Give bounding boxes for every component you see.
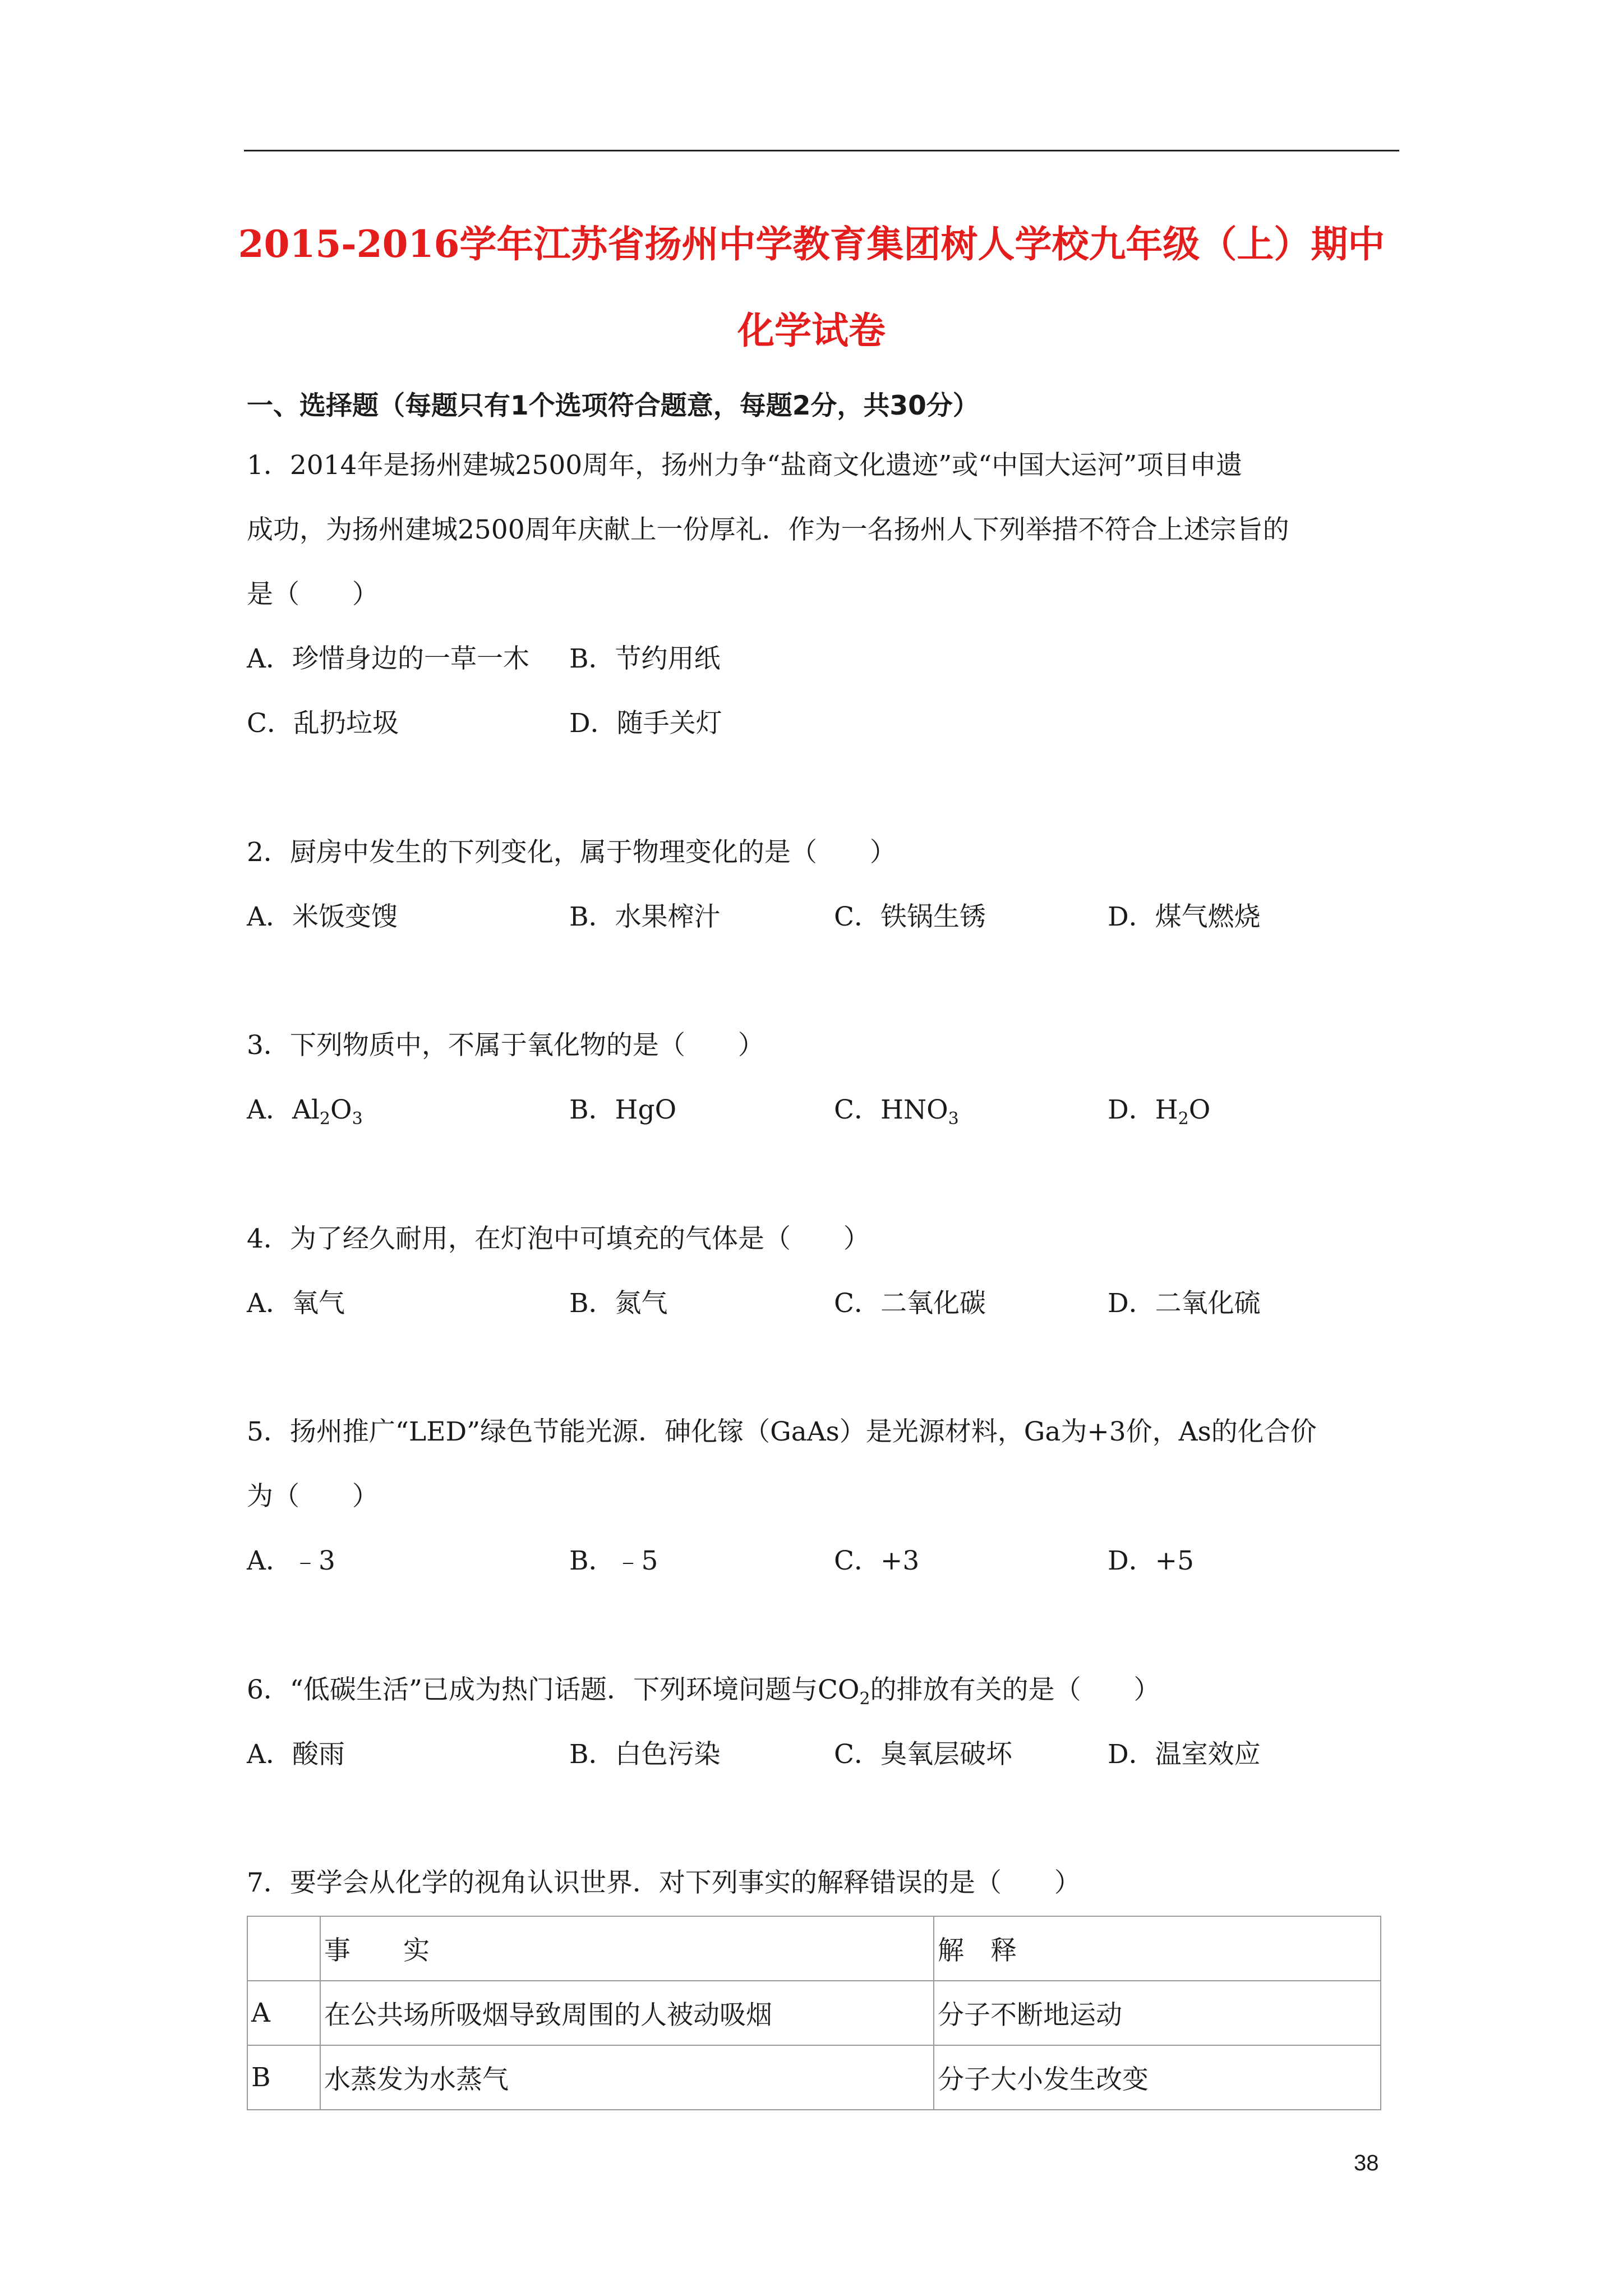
table-cell-explanation: 分子不断地运动 [934, 1981, 1381, 2045]
table-cell-fact: 在公共场所吸烟导致周围的人被动吸烟 [320, 1981, 934, 2045]
q3-option-d-text: D．H [1108, 1094, 1178, 1125]
q7-stem: 7．要学会从化学的视角认识世界．对下列事实的解释错误的是（ ） [247, 1867, 1081, 1898]
q1-option-d: D．随手关灯 [569, 708, 722, 739]
q5-line2: 为（ ） [247, 1481, 379, 1512]
q2-option-b: B．水果榨汁 [569, 901, 721, 932]
q3-option-a-o: O [330, 1094, 352, 1125]
q1-option-c: C．乱扔垃圾 [247, 708, 399, 739]
exam-title-line2: 化学试卷 [737, 309, 886, 352]
q6-stem-part1: 6．“低碳生活”已成为热门话题．下列环境问题与CO [247, 1674, 860, 1705]
q3-option-c-sub: 3 [948, 1109, 959, 1129]
q3-option-d-o: O [1188, 1094, 1211, 1125]
q3-option-c-text: C．HNO [834, 1094, 948, 1125]
q5-option-b: B．﹣5 [569, 1545, 658, 1576]
table-header-row [247, 1916, 1381, 1981]
table-cell-option: B [247, 2045, 320, 2110]
q6-option-c: C．臭氧层破坏 [834, 1739, 1012, 1770]
q3-option-c [834, 1089, 959, 1129]
q3-stem: 3．下列物质中，不属于氧化物的是（ ） [247, 1030, 764, 1061]
q1-option-a: A．珍惜身边的一草一木 [247, 643, 529, 674]
table-cell-explanation: 分子大小发生改变 [934, 2045, 1381, 2110]
q6-option-b: B．白色污染 [569, 1739, 721, 1770]
q3-option-a-text: A．Al [247, 1094, 320, 1125]
q4-option-d: D．二氧化硫 [1108, 1288, 1261, 1319]
q3-option-a-sub2: 3 [352, 1109, 363, 1129]
table-cell-fact: 水蒸发为水蒸气 [320, 2045, 934, 2110]
q2-option-a: A．米饭变馊 [247, 901, 398, 932]
exam-title-line1: 2015-2016学年江苏省扬州中学教育集团树人学校九年级（上）期中 [238, 222, 1385, 266]
q5-option-d: D．+5 [1108, 1545, 1194, 1576]
q3-option-b: B．HgO [569, 1094, 677, 1125]
table-header-fact: 事 实 [320, 1916, 934, 1981]
q4-option-c: C．二氧化碳 [834, 1288, 986, 1319]
page-number: 38 [1354, 2151, 1379, 2175]
q2-option-c: C．铁锅生锈 [834, 901, 986, 932]
q4-option-b: B．氮气 [569, 1288, 668, 1319]
q3-option-d-sub: 2 [1178, 1109, 1189, 1129]
q6-stem [247, 1669, 1160, 1709]
header-rule [244, 150, 1399, 151]
table-row [247, 2045, 1381, 2110]
q6-option-d: D．温室效应 [1108, 1739, 1261, 1770]
q5-option-a: A．﹣3 [247, 1545, 335, 1576]
table-header-explanation: 解 释 [934, 1916, 1381, 1981]
facts-table [247, 1916, 1381, 2110]
q5-option-c: C．+3 [834, 1545, 920, 1576]
q6-stem-part2: 的排放有关的是（ ） [870, 1674, 1160, 1705]
table-row [247, 1981, 1381, 2045]
q3-option-a [247, 1089, 363, 1129]
table-header-cell [247, 1916, 320, 1981]
q3-option-d [1108, 1089, 1211, 1129]
section-heading: 一、选择题（每题只有1个选项符合题意，每题2分，共30分） [247, 390, 979, 421]
q6-stem-sub: 2 [859, 1689, 870, 1709]
q1-line2: 成功，为扬州建城2500周年庆献上一份厚礼．作为一名扬州人下列举措不符合上述宗旨的 [247, 514, 1289, 545]
q1-line1: 1．2014年是扬州建城2500周年，扬州力争“盐商文化遗迹”或“中国大运河”项目申遗 [247, 450, 1243, 481]
table-cell-option: A [247, 1981, 320, 2045]
q1-option-b: B．节约用纸 [569, 643, 721, 674]
q2-option-d: D．煤气燃烧 [1108, 901, 1261, 932]
q4-stem: 4．为了经久耐用，在灯泡中可填充的气体是（ ） [247, 1223, 870, 1254]
q2-stem: 2．厨房中发生的下列变化，属于物理变化的是（ ） [247, 837, 896, 868]
q4-option-a: A．氧气 [247, 1288, 345, 1319]
q3-option-a-sub1: 2 [319, 1109, 331, 1129]
q6-option-a: A．酸雨 [247, 1739, 345, 1770]
q1-line3: 是（ ） [247, 579, 379, 610]
q5-line1: 5．扬州推广“LED”绿色节能光源．砷化镓（GaAs）是光源材料，Ga为+3价，As的化合价 [247, 1416, 1317, 1447]
